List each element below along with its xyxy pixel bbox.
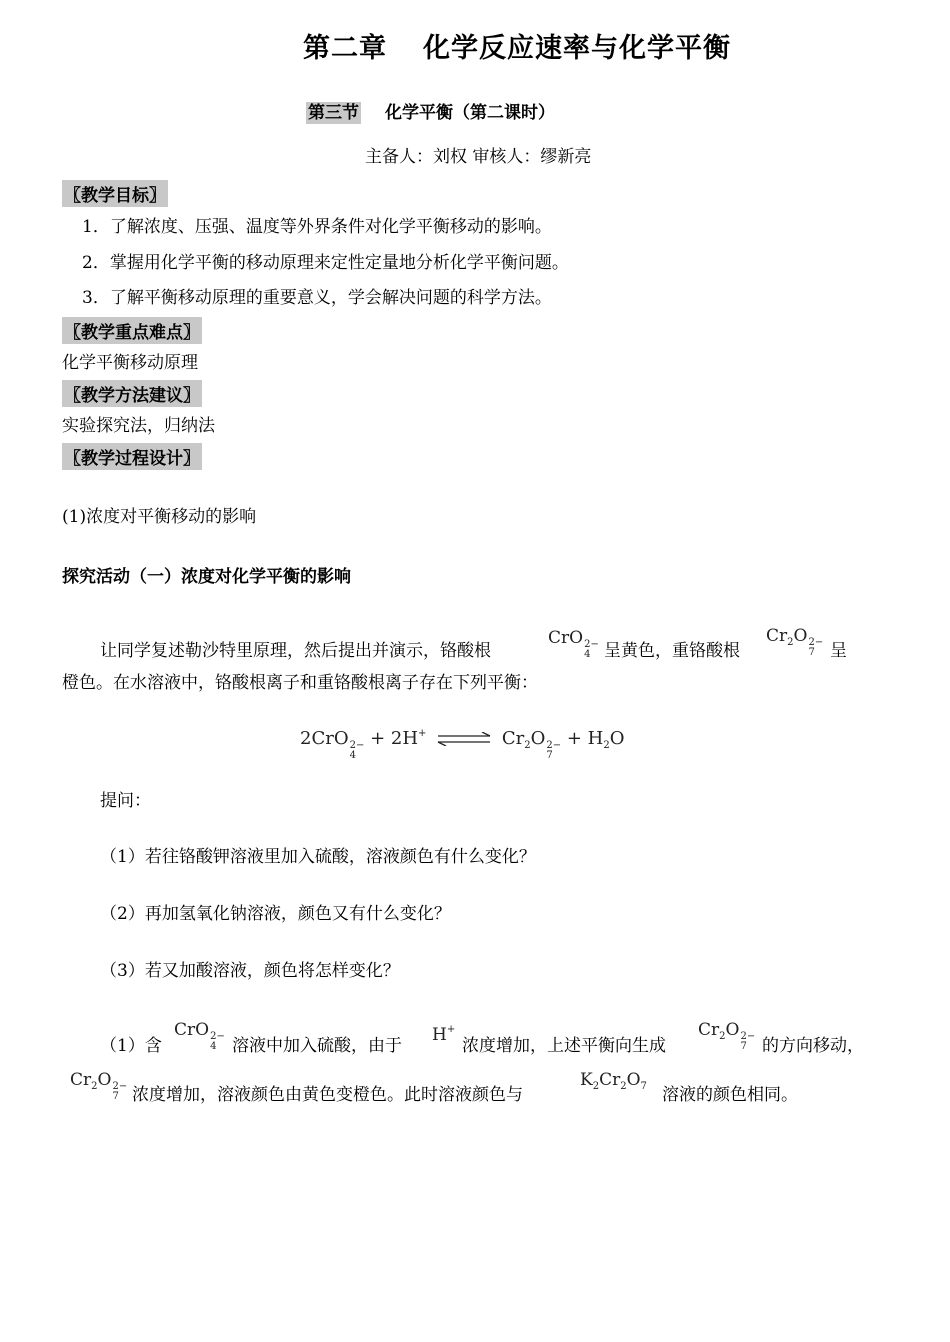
chapter-title (0, 26, 950, 65)
section-heading (306, 98, 555, 123)
chromate-formula: CrO 2− 4 (174, 1020, 225, 1052)
section-label: 第三节 (308, 103, 359, 123)
answer-part-b: 溶液中加入硫酸，由于 (232, 1036, 402, 1056)
goal-item: 2．掌握用化学平衡的移动原理来定性定量地分析化学平衡问题。 (82, 253, 569, 273)
answer-part-c: 浓度增加，上述平衡向生成 (462, 1036, 666, 1056)
goal-item: 1．了解浓度、压强、温度等外界条件对化学平衡移动的影响。 (82, 217, 552, 237)
answer-part-a: （1）含 (100, 1036, 162, 1056)
keypoints-text: 化学平衡移动原理 (62, 353, 198, 373)
methods-text: 实验探究法，归纳法 (62, 416, 215, 436)
authors-line: 主备人：刘权 审核人：缪新亮 (365, 147, 592, 167)
activity-title: 探究活动（一）浓度对化学平衡的影响 (62, 567, 351, 587)
answer-part-e: 浓度增加，溶液颜色由黄色变橙色。此时溶液颜色与 (132, 1085, 523, 1105)
equilibrium-equation: 2CrO 2− 4 + 2H+ $Cr_2O$ 2− 7 + $H_2O$ (300, 728, 625, 761)
ask-label: 提问： (100, 791, 151, 811)
question-item: （1）若往铬酸钾溶液里加入硫酸，溶液颜色有什么变化？ (100, 847, 536, 867)
para1-part-c: 呈 (830, 641, 847, 661)
section-title: 化学平衡（第二课时） (385, 103, 555, 123)
goals-heading: 〖教学目标〗 (62, 180, 168, 207)
question-item: （2）再加氢氧化钠溶液，颜色又有什么变化？ (100, 904, 451, 924)
methods-heading: 〖教学方法建议〗 (62, 380, 202, 407)
keypoints-heading: 〖教学重点难点〗 (62, 317, 202, 344)
equilibrium-arrow-icon (436, 732, 492, 746)
process-heading: 〖教学过程设计〗 (62, 443, 202, 470)
answer-part-d: 的方向移动， (762, 1036, 864, 1056)
para1-part-a: 让同学复述勒沙特里原理，然后提出并演示，铬酸根 (100, 641, 491, 661)
eq-coef-h: 2 (390, 728, 403, 749)
dichromate-formula: $Cr_2O$ 2− 7 (698, 1020, 756, 1052)
dichromate-formula: $Cr_2O$ 2− 7 (766, 626, 824, 658)
para1-line2: 橙色。在水溶液中，铬酸根离子和重铬酸根离子存在下列平衡： (62, 673, 538, 693)
chapter-number: 第二章 (303, 33, 387, 64)
chromate-formula: CrO 2− 4 (548, 628, 599, 660)
question-item: （3）若又加酸溶液，颜色将怎样变化？ (100, 961, 400, 981)
eq-coef-chromate: 2 (300, 728, 312, 749)
part-heading: (1)浓度对平衡移动的影响 (62, 507, 257, 527)
chapter-name: 化学反应速率与化学平衡 (423, 33, 731, 64)
hydrogen-ion-formula: H+ (432, 1024, 456, 1045)
potassium-dichromate-formula: $K_2Cr_2O_7$ (580, 1070, 647, 1092)
dichromate-formula: $Cr_2O$ 2− 7 (70, 1070, 128, 1102)
answer-part-f: 溶液的颜色相同。 (662, 1085, 798, 1105)
goal-item: 3．了解平衡移动原理的重要意义，学会解决问题的科学方法。 (82, 288, 552, 308)
para1-part-b: 呈黄色，重铬酸根 (604, 641, 740, 661)
